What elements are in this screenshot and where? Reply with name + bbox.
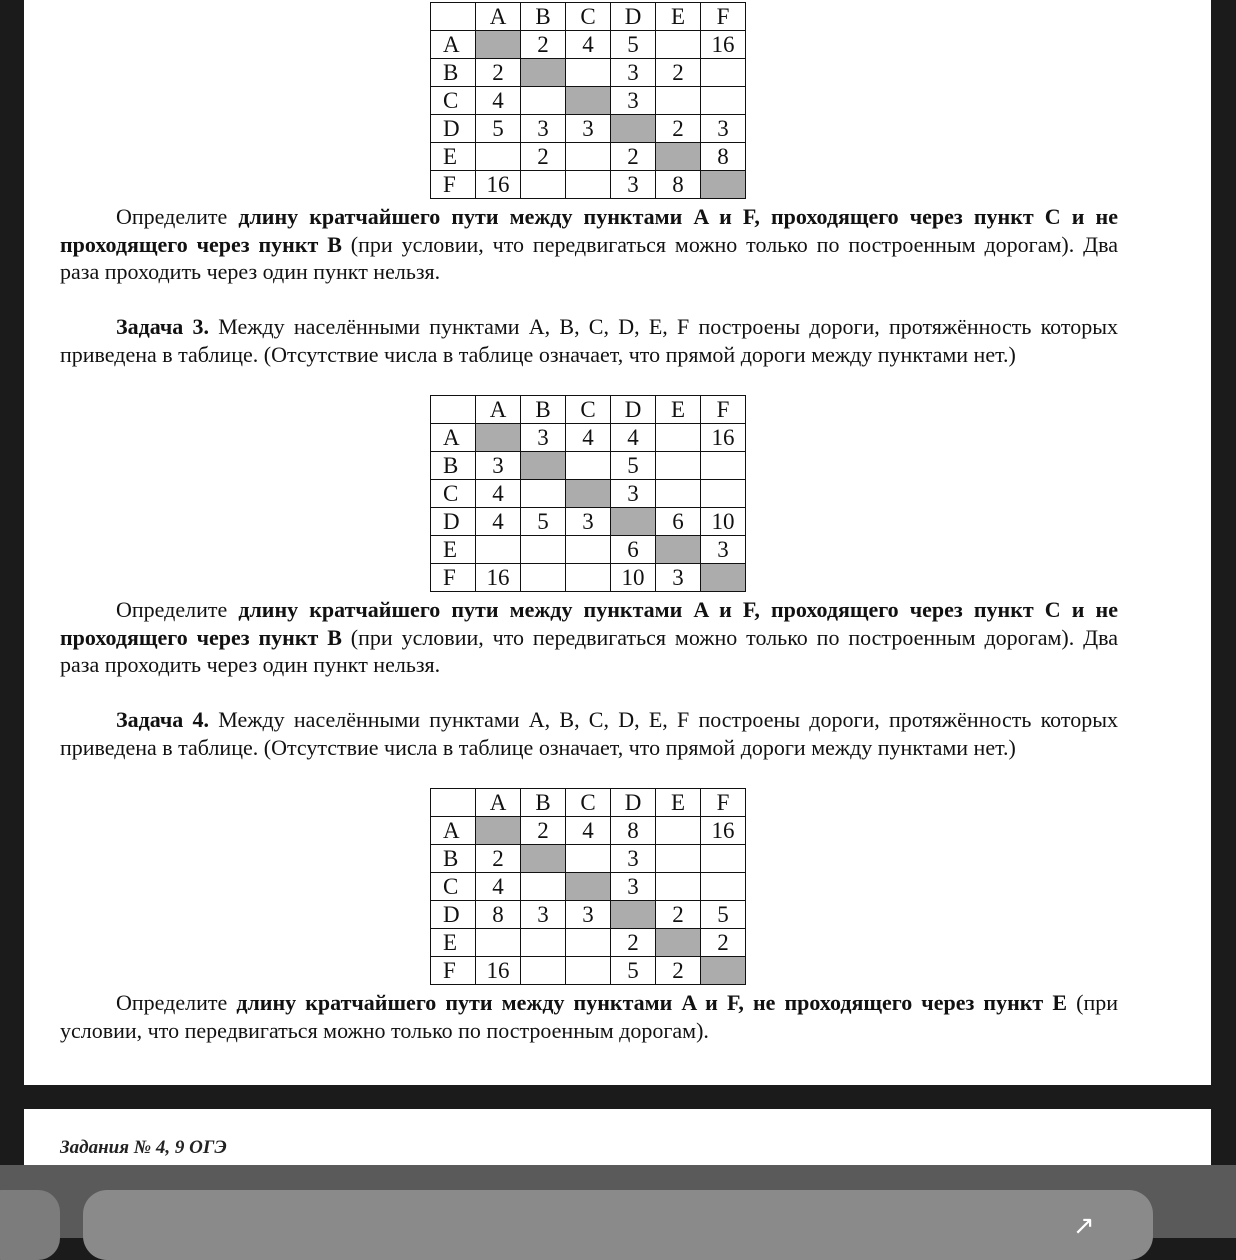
table-cell: 4 (476, 480, 521, 508)
column-header: D (611, 3, 656, 31)
diagonal-cell (476, 817, 521, 845)
column-header: F (701, 789, 746, 817)
table-cell: 3 (566, 115, 611, 143)
table-row (431, 59, 746, 87)
table-cell (566, 536, 611, 564)
table-cell: 3 (566, 901, 611, 929)
table-cell (521, 171, 566, 199)
diagonal-cell (566, 873, 611, 901)
table-cell (476, 143, 521, 171)
row-header: F (431, 171, 476, 199)
distance-table-3 (430, 788, 746, 985)
table-row (431, 957, 746, 985)
column-header: B (521, 3, 566, 31)
table-corner-cell (431, 396, 476, 424)
table-cell (701, 480, 746, 508)
question-paragraph-3 (60, 989, 1118, 1044)
table-cell (656, 87, 701, 115)
row-header: C (431, 87, 476, 115)
table-cell: 2 (656, 115, 701, 143)
column-header: B (521, 396, 566, 424)
table-cell: 3 (611, 87, 656, 115)
table-row (431, 87, 746, 115)
question-bold: длину кратчайшего пути между пунктами A и F, не проходящего через пункт E (236, 990, 1068, 1015)
table-cell: 5 (476, 115, 521, 143)
diagonal-cell (701, 564, 746, 592)
table-cell (476, 929, 521, 957)
table-header-row (431, 396, 746, 424)
task-4-paragraph (60, 706, 1118, 761)
table-cell: 4 (611, 424, 656, 452)
diagonal-cell (521, 59, 566, 87)
page-footer-title: Задания № 4, 9 ОГЭ (60, 1137, 227, 1158)
row-header: D (431, 508, 476, 536)
table-row (431, 480, 746, 508)
table-cell (656, 424, 701, 452)
table-corner-cell (431, 3, 476, 31)
table-cell: 5 (611, 957, 656, 985)
table-cell: 3 (521, 424, 566, 452)
table-cell: 3 (611, 845, 656, 873)
diagonal-cell (566, 480, 611, 508)
row-header: A (431, 817, 476, 845)
table-cell: 3 (611, 59, 656, 87)
table-cell: 2 (476, 59, 521, 87)
table-cell (656, 452, 701, 480)
table-cell: 2 (611, 143, 656, 171)
table-cell (701, 873, 746, 901)
task-4-label: Задача 4. (116, 707, 210, 732)
table-row (431, 508, 746, 536)
row-header: E (431, 929, 476, 957)
table-cell: 4 (566, 817, 611, 845)
table-row (431, 171, 746, 199)
table-cell: 3 (701, 115, 746, 143)
share-arrow-icon[interactable]: ↗ (1073, 1211, 1095, 1241)
table-cell (701, 845, 746, 873)
table-row (431, 31, 746, 59)
toolbar-left-button[interactable] (0, 1190, 60, 1260)
table-cell (656, 480, 701, 508)
table-cell: 4 (476, 873, 521, 901)
question-prefix: Определите (116, 597, 239, 622)
diagonal-cell (476, 424, 521, 452)
table-cell: 3 (611, 171, 656, 199)
table-cell: 8 (476, 901, 521, 929)
question-suffix: (при условии, что передвигаться можно только по построенным дорогам). Два раза проходить через один пункт нельзя. (60, 624, 1118, 677)
table-cell: 4 (566, 424, 611, 452)
table-row (431, 452, 746, 480)
row-header: E (431, 143, 476, 171)
table-cell (656, 817, 701, 845)
row-header: C (431, 480, 476, 508)
diagonal-cell (701, 957, 746, 985)
table-cell: 2 (476, 845, 521, 873)
table-cell: 16 (476, 957, 521, 985)
table-cell: 4 (476, 87, 521, 115)
question-prefix: Определите (116, 990, 237, 1015)
table-cell (521, 564, 566, 592)
table-row (431, 901, 746, 929)
table-cell (656, 873, 701, 901)
row-header: F (431, 564, 476, 592)
task-3-label: Задача 3. (116, 314, 210, 339)
table-cell: 8 (701, 143, 746, 171)
table-cell (566, 845, 611, 873)
table-cell (701, 87, 746, 115)
table-header-row (431, 789, 746, 817)
table-cell (521, 536, 566, 564)
table-cell: 16 (476, 564, 521, 592)
table-cell (701, 59, 746, 87)
row-header: A (431, 424, 476, 452)
diagonal-cell (656, 536, 701, 564)
table-cell: 8 (611, 817, 656, 845)
distance-table-1 (430, 2, 746, 199)
diagonal-cell (566, 87, 611, 115)
diagonal-cell (701, 171, 746, 199)
table-cell (521, 87, 566, 115)
table-cell (566, 452, 611, 480)
table-cell: 10 (611, 564, 656, 592)
table-cell: 5 (701, 901, 746, 929)
column-header: D (611, 789, 656, 817)
column-header: C (566, 396, 611, 424)
table-cell (521, 957, 566, 985)
row-header: B (431, 59, 476, 87)
column-header: E (656, 396, 701, 424)
table-cell: 16 (701, 31, 746, 59)
table-cell: 5 (521, 508, 566, 536)
task-3-paragraph (60, 313, 1118, 368)
table-cell (701, 452, 746, 480)
question-bold: длину кратчайшего пути между пунктами A и F, проходящего через пункт C и не проходящего через пункт B (60, 597, 1118, 650)
diagonal-cell (656, 929, 701, 957)
column-header: A (476, 789, 521, 817)
distance-table-2 (430, 395, 746, 592)
column-header: E (656, 3, 701, 31)
table-cell: 2 (701, 929, 746, 957)
question-prefix: Определите (116, 204, 239, 229)
diagonal-cell (656, 143, 701, 171)
table-cell: 3 (701, 536, 746, 564)
task-3-text: Между населёнными пунктами A, B, C, D, E, F построены дороги, протяжённость которых приведена в таблице. (Отсутствие числа в таблице означает, что прямой дороги между пунктами нет.) (60, 314, 1118, 367)
table-corner-cell (431, 789, 476, 817)
question-suffix: (при условии, что передвигаться можно только по построенным дорогам). Два раза проходить через один пункт нельзя. (60, 231, 1118, 284)
table-cell (656, 845, 701, 873)
table-cell: 16 (701, 424, 746, 452)
toolbar-main-panel[interactable] (83, 1190, 1153, 1260)
table-cell: 3 (521, 115, 566, 143)
table-cell (521, 480, 566, 508)
row-header: B (431, 452, 476, 480)
table-row (431, 929, 746, 957)
table-cell (521, 929, 566, 957)
column-header: A (476, 3, 521, 31)
column-header: D (611, 396, 656, 424)
table-row (431, 873, 746, 901)
table-cell: 3 (521, 901, 566, 929)
row-header: F (431, 957, 476, 985)
table-row (431, 564, 746, 592)
table-cell: 2 (521, 143, 566, 171)
table-row (431, 845, 746, 873)
table-cell (566, 171, 611, 199)
table-cell: 6 (611, 536, 656, 564)
table-cell (521, 873, 566, 901)
table-cell: 5 (611, 31, 656, 59)
diagonal-cell (611, 901, 656, 929)
table-row (431, 536, 746, 564)
task-4-text: Между населёнными пунктами A, B, C, D, E, F построены дороги, протяжённость которых приведена в таблице. (Отсутствие числа в таблице означает, что прямой дороги между пунктами нет.) (60, 707, 1118, 760)
table-cell (566, 59, 611, 87)
table-cell: 3 (611, 480, 656, 508)
table-cell: 8 (656, 171, 701, 199)
question-paragraph-2 (60, 596, 1118, 679)
row-header: C (431, 873, 476, 901)
column-header: B (521, 789, 566, 817)
row-header: E (431, 536, 476, 564)
question-paragraph-1 (60, 203, 1118, 286)
table-cell: 2 (611, 929, 656, 957)
row-header: B (431, 845, 476, 873)
table-row (431, 424, 746, 452)
table-cell: 2 (656, 59, 701, 87)
table-cell: 4 (476, 508, 521, 536)
table-cell (566, 564, 611, 592)
table-cell: 2 (656, 901, 701, 929)
table-row (431, 115, 746, 143)
table-row (431, 143, 746, 171)
question-suffix: (при условии, что передвигаться можно только по построенным дорогам). (60, 990, 1118, 1043)
column-header: C (566, 3, 611, 31)
table-cell: 3 (566, 508, 611, 536)
table-cell (566, 957, 611, 985)
table-cell: 16 (701, 817, 746, 845)
table-cell: 2 (656, 957, 701, 985)
table-cell: 2 (521, 817, 566, 845)
diagonal-cell (521, 452, 566, 480)
table-cell: 2 (521, 31, 566, 59)
column-header: F (701, 396, 746, 424)
table-cell (566, 929, 611, 957)
table-cell: 4 (566, 31, 611, 59)
diagonal-cell (476, 31, 521, 59)
question-bold: длину кратчайшего пути между пунктами A и F, проходящего через пункт C и не проходящего через пункт B (60, 204, 1118, 257)
table-header-row (431, 3, 746, 31)
table-cell: 3 (476, 452, 521, 480)
table-row (431, 817, 746, 845)
diagonal-cell (611, 115, 656, 143)
column-header: F (701, 3, 746, 31)
table-cell: 16 (476, 171, 521, 199)
row-header: D (431, 115, 476, 143)
column-header: E (656, 789, 701, 817)
table-cell: 3 (656, 564, 701, 592)
table-cell (476, 536, 521, 564)
row-header: A (431, 31, 476, 59)
table-cell: 10 (701, 508, 746, 536)
table-cell: 3 (611, 873, 656, 901)
column-header: A (476, 396, 521, 424)
diagonal-cell (611, 508, 656, 536)
table-cell (656, 31, 701, 59)
row-header: D (431, 901, 476, 929)
diagonal-cell (521, 845, 566, 873)
column-header: C (566, 789, 611, 817)
table-cell: 6 (656, 508, 701, 536)
table-cell (566, 143, 611, 171)
table-cell: 5 (611, 452, 656, 480)
